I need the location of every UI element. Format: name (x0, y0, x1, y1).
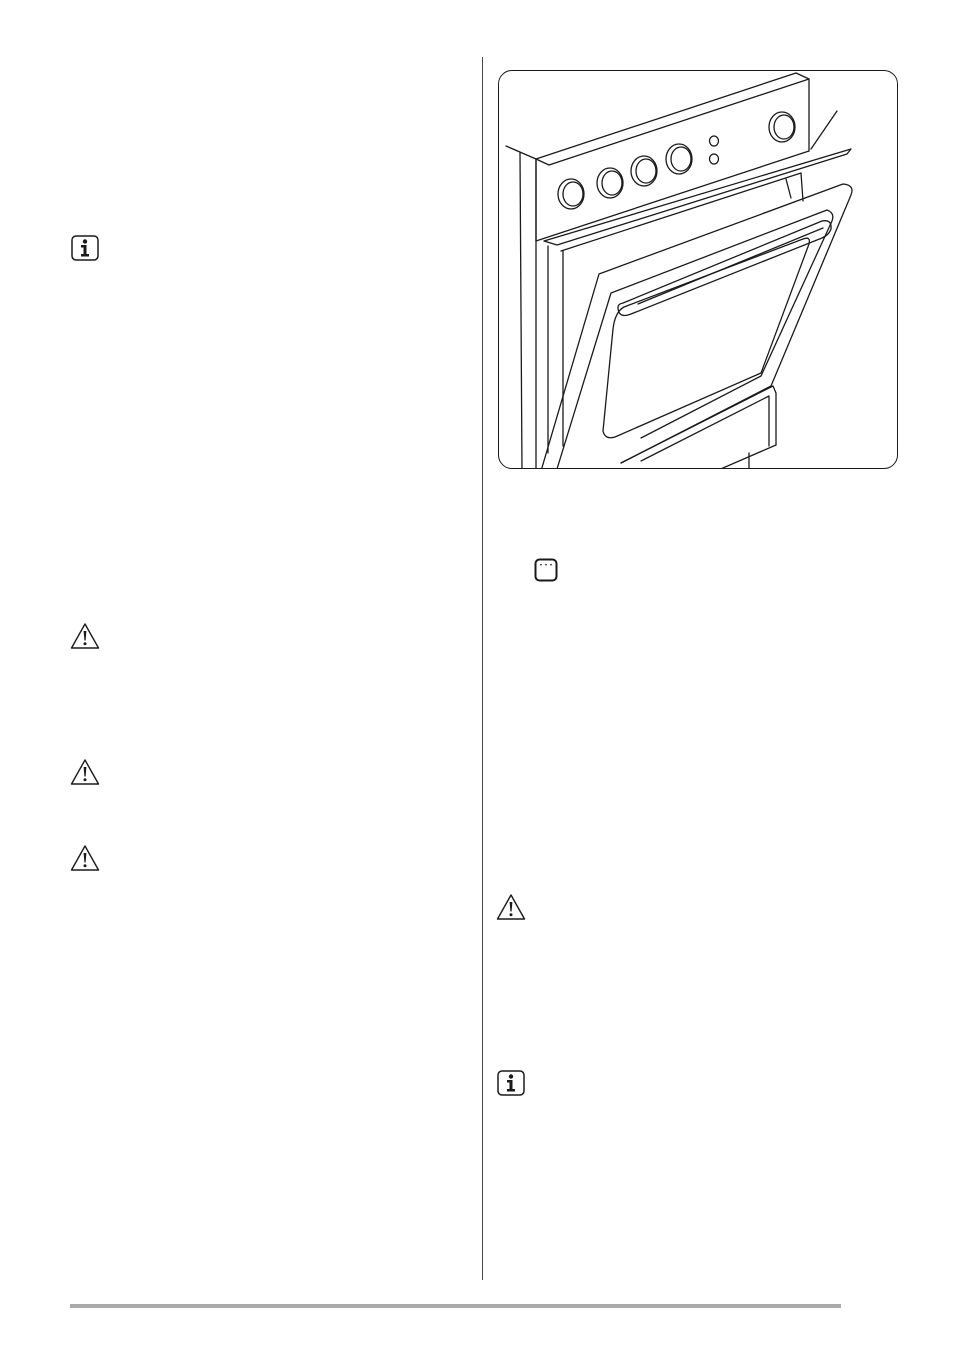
oven-illustration (498, 70, 898, 469)
info-icon (497, 1070, 525, 1096)
column-divider (482, 57, 483, 1280)
footer-rule (70, 1304, 841, 1308)
warning-icon (496, 893, 526, 921)
warning-icon (70, 758, 100, 786)
info-icon (71, 235, 99, 261)
warning-icon (70, 622, 100, 650)
warning-icon (70, 844, 100, 872)
oven-function-icon (534, 558, 558, 582)
